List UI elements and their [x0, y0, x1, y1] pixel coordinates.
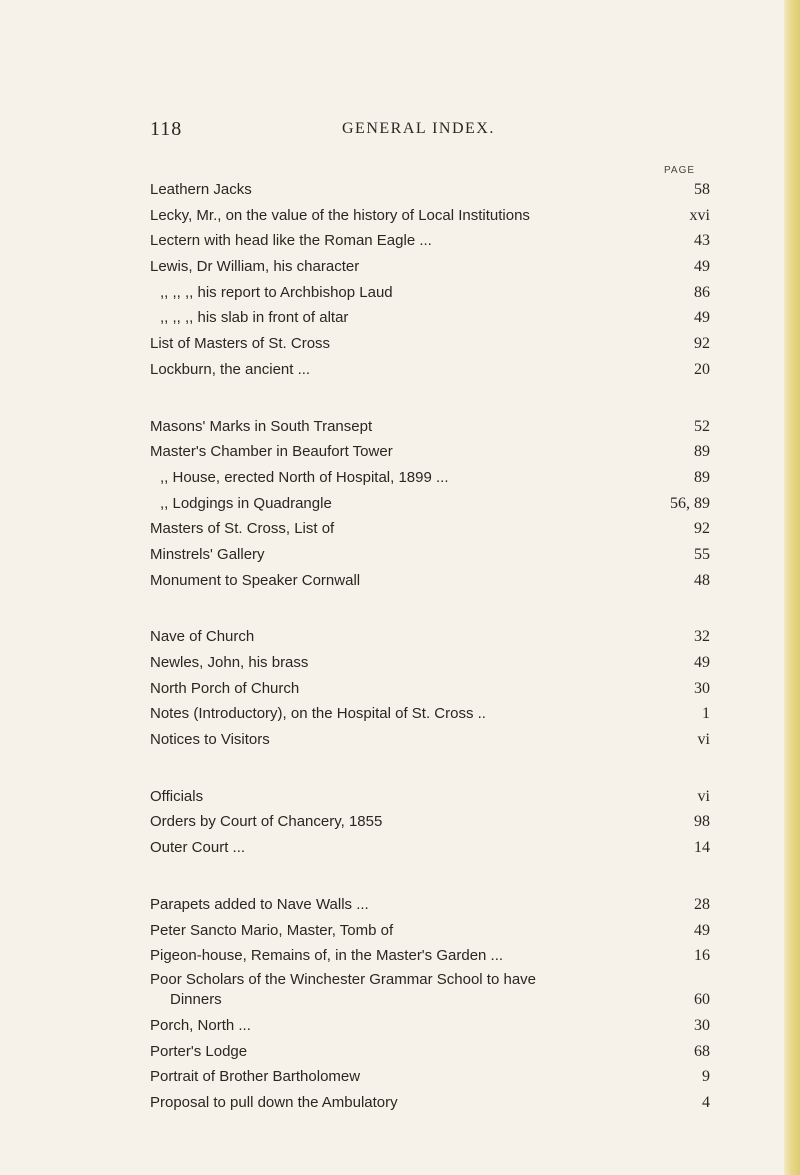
entry-text: Poor Scholars of the Winchester Grammar School to have — [150, 970, 537, 988]
entry-text: Newles, John, his brass — [150, 654, 309, 671]
entry-page-number: 16 — [694, 947, 710, 965]
entry-page-number: vi — [697, 787, 710, 805]
entry-page-number: 89 — [694, 443, 710, 461]
general-index — [150, 177, 710, 1147]
index-entry — [150, 203, 710, 229]
entry-text: Porch, North ... — [150, 1016, 251, 1034]
entry-subject — [150, 650, 308, 676]
entry-continuation: Dinners — [170, 990, 222, 1008]
page-column-label: PAGE — [664, 165, 696, 176]
entry-subject — [160, 465, 449, 491]
index-entry — [150, 305, 710, 331]
entry-subject — [150, 943, 503, 969]
entry-text: ,, House, erected North of Hospital, 1899 ... — [160, 468, 449, 486]
entry-subject — [150, 203, 530, 229]
running-header — [150, 118, 670, 148]
entry-page-number: 4 — [702, 1093, 710, 1111]
index-entry — [150, 357, 710, 383]
entry-text: Parapets added to Nave Walls ... — [150, 895, 369, 913]
entry-subject — [150, 1064, 360, 1090]
entry-text: Minstrels' Gallery — [150, 545, 265, 563]
entry-page-number: 68 — [694, 1042, 710, 1060]
entry-text: ,, ,, ,, his slab in front of altar — [160, 309, 349, 327]
entry-page-number: 86 — [694, 283, 710, 301]
index-entry — [150, 542, 710, 568]
entry-subject — [150, 969, 536, 1009]
index-section — [150, 624, 710, 752]
entry-subject — [150, 177, 252, 203]
entry-text: Leathern Jacks — [150, 181, 252, 198]
entry-page-number: vi — [697, 731, 710, 749]
entry-text: Porter's Lodge — [150, 1042, 248, 1060]
index-section — [150, 784, 710, 861]
entry-subject — [150, 835, 245, 861]
entry-text: ,, ,, ,, his report to Archbishop Laud — [160, 283, 393, 301]
entry-page-number: 52 — [694, 417, 710, 435]
entry-subject — [150, 568, 360, 594]
entry-text: List of Masters of St. Cross — [150, 335, 331, 353]
entry-text: Notices to Visitors — [150, 731, 270, 749]
index-entry — [150, 892, 710, 918]
entry-subject — [150, 784, 203, 810]
index-entry — [150, 701, 710, 727]
entry-page-number: 92 — [694, 520, 710, 538]
entry-page-number: 9 — [702, 1068, 710, 1086]
entry-text: Outer Court ... — [150, 839, 246, 857]
entry-page-number: xvi — [689, 206, 710, 224]
index-entry — [150, 1013, 710, 1039]
entry-text: Officials — [150, 787, 204, 805]
entry-page-number: 60 — [694, 990, 710, 1008]
entry-text: Notes (Introductory), on the Hospital of St. Cross .. — [150, 705, 486, 723]
entry-subject — [150, 809, 382, 835]
entry-subject — [150, 357, 310, 383]
page-number: 118 — [150, 118, 183, 140]
entry-text: Pigeon-house, Remains of, in the Master's Garden ... — [150, 947, 504, 965]
index-entry — [150, 568, 710, 594]
entry-page-number: 28 — [694, 895, 710, 913]
index-entry — [150, 228, 710, 254]
entry-text: Lecky, Mr., on the value of the history of Local Institutions — [150, 206, 530, 224]
index-entry — [150, 1090, 710, 1116]
entry-page-number: 98 — [694, 813, 710, 831]
index-section — [150, 177, 710, 383]
entry-subject — [150, 254, 359, 280]
entry-subject — [150, 1039, 247, 1065]
entry-subject — [160, 305, 348, 331]
index-entry — [150, 491, 710, 517]
entry-page-number: 30 — [694, 1016, 710, 1034]
index-entry — [150, 465, 710, 491]
entry-subject — [160, 491, 332, 517]
entry-subject — [150, 331, 330, 357]
entry-page-number: 89 — [694, 468, 710, 486]
index-entry — [150, 835, 710, 861]
entry-page-number: 20 — [694, 360, 710, 378]
index-entry — [150, 676, 710, 702]
entry-page-number: 49 — [694, 309, 710, 327]
index-entry — [150, 1064, 710, 1090]
entry-subject — [150, 624, 254, 650]
entry-page-number: 55 — [694, 545, 710, 563]
entry-text: Monument to Speaker Cornwall — [150, 571, 361, 589]
index-section — [150, 414, 710, 594]
entry-subject — [150, 676, 299, 702]
entry-page-number: 49 — [694, 921, 710, 939]
page-edge — [784, 0, 800, 1175]
entry-page-number: 58 — [694, 181, 710, 198]
index-entry — [150, 439, 710, 465]
entry-text: Lectern with head like the Roman Eagle ... — [150, 232, 432, 250]
index-entry — [150, 254, 710, 280]
entry-text: Masons' Marks in South Transept — [150, 417, 373, 435]
entry-page-number: 14 — [694, 839, 710, 857]
index-entry — [150, 414, 710, 440]
entry-text: Orders by Court of Chancery, 1855 — [150, 813, 383, 831]
index-entry — [150, 784, 710, 810]
entry-page-number: 92 — [694, 335, 710, 353]
index-entry — [150, 943, 710, 969]
entry-subject — [160, 280, 393, 306]
index-entry — [150, 650, 710, 676]
entry-text: North Porch of Church — [150, 679, 300, 697]
entry-page-number: 30 — [694, 679, 710, 697]
entry-subject — [150, 727, 270, 753]
index-entry — [150, 918, 710, 944]
entry-subject — [150, 439, 393, 465]
index-entry — [150, 331, 710, 357]
entry-page-number: 1 — [702, 705, 710, 723]
entry-subject — [150, 701, 486, 727]
entry-subject — [150, 228, 432, 254]
entry-page-number: 32 — [694, 628, 710, 646]
entry-page-number: 49 — [694, 654, 710, 671]
index-entry — [150, 727, 710, 753]
index-entry — [150, 969, 710, 1013]
entry-subject — [150, 918, 393, 944]
entry-text: Portrait of Brother Bartholomew — [150, 1068, 361, 1086]
entry-page-number: 56, 89 — [670, 494, 710, 512]
entry-page-number: 48 — [694, 571, 710, 589]
entry-text: Proposal to pull down the Ambulatory — [150, 1093, 398, 1111]
entry-text: Peter Sancto Mario, Master, Tomb of — [150, 921, 394, 939]
entry-text: Lewis, Dr William, his character — [150, 258, 360, 276]
entry-text: ,, Lodgings in Quadrangle — [160, 494, 332, 512]
entry-text: Lockburn, the ancient ... — [150, 360, 311, 378]
index-entry — [150, 280, 710, 306]
entry-subject — [150, 1090, 398, 1116]
entry-subject — [150, 892, 369, 918]
entry-subject — [150, 542, 265, 568]
index-entry — [150, 624, 710, 650]
running-title: GENERAL INDEX. — [342, 120, 495, 137]
index-section — [150, 892, 710, 1116]
entry-subject — [150, 414, 372, 440]
entry-text: Masters of St. Cross, List of — [150, 520, 335, 538]
index-entry — [150, 1039, 710, 1065]
entry-page-number: 43 — [694, 232, 710, 250]
entry-text: Nave of Church — [150, 628, 255, 646]
entry-page-number: 49 — [694, 258, 710, 276]
index-entry — [150, 177, 710, 203]
entry-text: Master's Chamber in Beaufort Tower — [150, 443, 393, 461]
index-entry — [150, 516, 710, 542]
index-entry — [150, 809, 710, 835]
entry-subject — [150, 1013, 251, 1039]
entry-subject — [150, 516, 334, 542]
